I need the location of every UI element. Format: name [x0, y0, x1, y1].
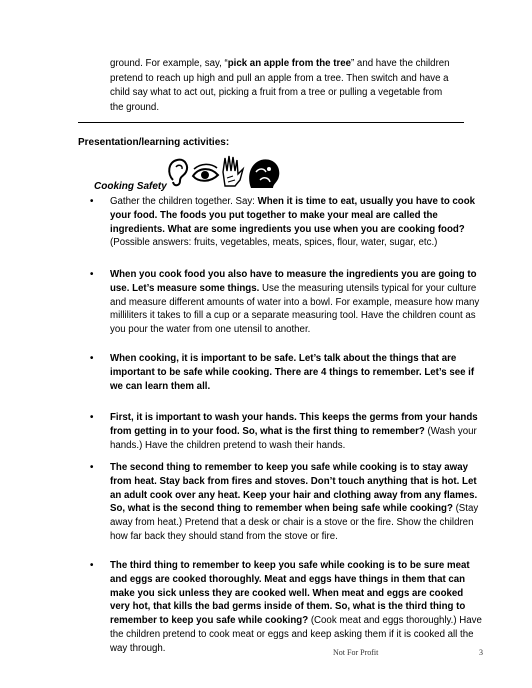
list-item: [90, 195, 484, 250]
intro-text-1: ground. For example, say, “: [110, 58, 228, 69]
senses-icons: [165, 154, 285, 190]
hand-icon: [223, 156, 243, 186]
bullet-marker: •: [90, 412, 94, 423]
list-item: [90, 461, 484, 544]
bullet-marker: •: [90, 560, 94, 571]
intro-text-2: ” and have the children pretend to reach up high and pull an apple from a tree. Then switch and have a child say what to act out, picking a fruit from a tree or pulling a vegetable from the ground.: [110, 58, 450, 113]
bullet-marker: •: [90, 462, 94, 473]
activity-title: Cooking Safety: [94, 181, 167, 192]
list-item: [90, 411, 484, 452]
ear-icon: [169, 160, 187, 186]
footer-label: Not For Profit: [333, 648, 379, 657]
list-item: [90, 559, 484, 656]
bullet-marker: •: [90, 196, 94, 207]
head-icon: [249, 159, 279, 188]
bullet-marker: •: [90, 269, 94, 280]
bullet-text: The third thing to remember to keep you safe while cooking is to be sure meat and eggs are cooked thoroughly. Meat and eggs have things in them that can make you sick unless they are cooked well. When meat and eggs are cooked very hot, that kills the bad germs inside of them. So, what is the third thing to remember to keep you safe while cooking? (Cook meat and eggs thoroughly.) Have the children pretend to cook meat or eggs and keep asking them if it is cooked all the way through.: [110, 560, 482, 654]
bullet-text: When cooking, it is important to be safe. Let’s talk about the things that are important to be safe while cooking. There are 4 things to remember. Let’s see if we can learn them all.: [110, 353, 475, 392]
list-item: [90, 268, 484, 337]
bullet-marker: •: [90, 353, 94, 364]
bullet-text: Gather the children together. Say: When it is time to eat, usually you have to cook your food. The foods you put together to make your meal are called the ingredients. What are some ingredients you use when you are cooking food? (Possible answers: fruits, vegetables, meats, spices, flour, water, sugar, etc.): [110, 196, 476, 249]
eye-icon: [193, 164, 218, 180]
intro-paragraph: [110, 57, 450, 115]
bullet-text: First, it is important to wash your hands. This keeps the germs from your hands from getting in to your food. So, what is the first thing to remember? (Wash your hands.) Have the children pretend to wash their hands.: [110, 412, 478, 451]
intro-bold: pick an apple from the tree: [227, 58, 352, 69]
bullet-text: The second thing to remember to keep you safe while cooking is to stay away from heat. Stay back from fires and stoves. Don’t touch anything that is hot. Let an adult cook over any heat. Keep your hair and clothing away from any flames. So, what is the second thing to remember when being safe while cooking? (Stay away from heat.) Pretend that a desk or chair is a stove or the fire. Show the children how far back they should stand from the stove or fire.: [110, 462, 479, 542]
list-item: [90, 352, 484, 393]
bullet-text: When you cook food you also have to measure the ingredients you are going to use. Let’s measure some things. Use the measuring utensils typical for your culture and measure different amounts of water into a bowl. For example, measure how many milliliters it takes to fill a cup or a separate measuring tool. Have the children count as you pour the water from one utensil to another.: [110, 269, 480, 336]
section-heading: Presentation/learning activities:: [78, 137, 230, 148]
section-divider: [78, 122, 464, 123]
page-number: 3: [479, 648, 483, 657]
